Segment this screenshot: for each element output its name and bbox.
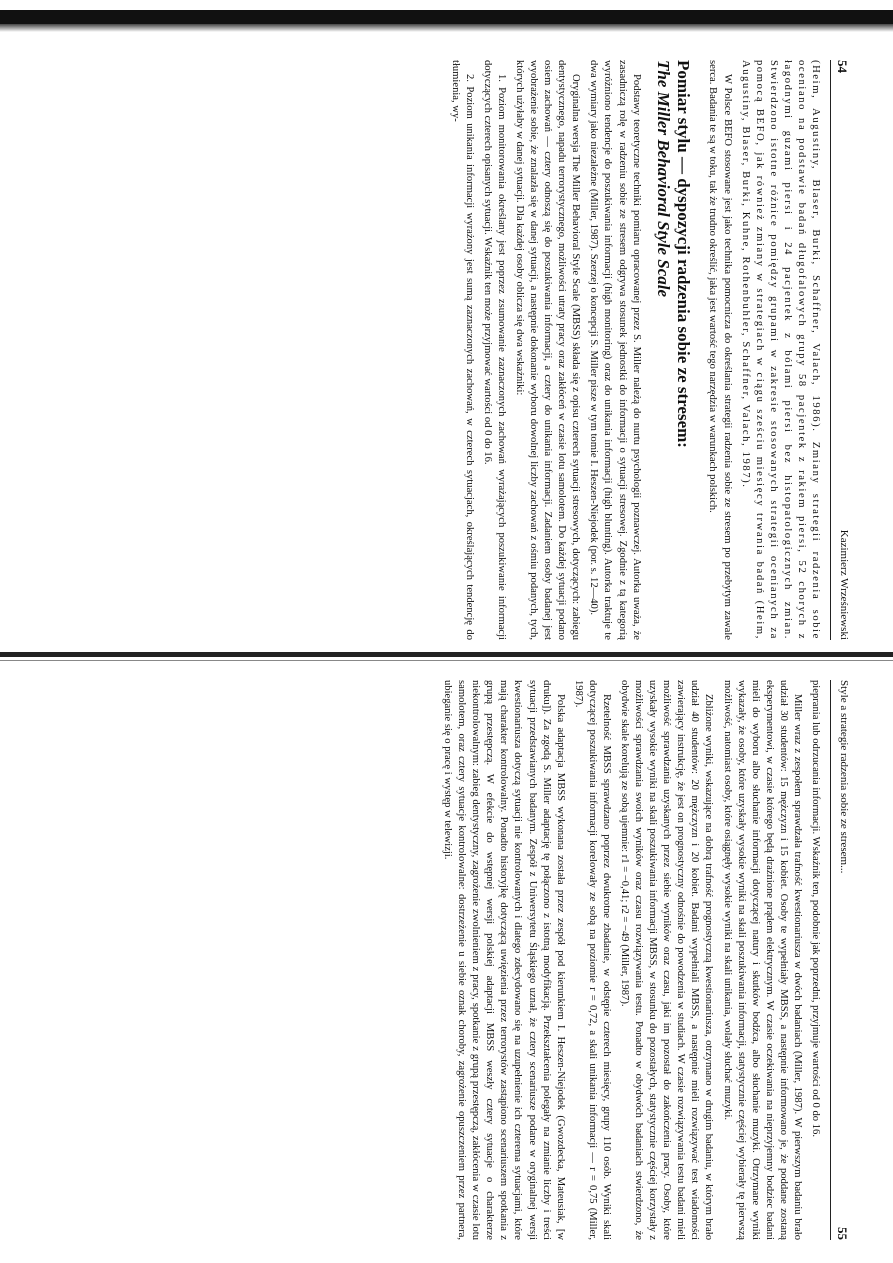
running-head-author: Kazimierz Wrześniewski [838, 529, 850, 640]
section-heading-subtitle: The Miller Behavioral Style Scale [653, 60, 673, 298]
scan-edge-top [0, 10, 893, 24]
paragraph: Zbliżone wyniki, wskazujące na dobrą trafność prognostyczną kwestionariusza, otrzymano w drugim badaniu, w którym brało udział 40 studentów: 20 mężczyzn i 20 kobiet. Badani wypełniali MBSS, a następnie mieli rozwiązywać test wiadomości zawierający instrukcję, że jest on prognostyczny odnośnie do powodzenia w studiach. W czasie rozwiązywania testu badani mieli możliwość sprawdzania uzyskanych przez siebie wyników oraz czasu, jaki im pozostał do zakończenia pracy. Osoby, które uzyskały wysokie wyniki na skali poszukiwania informacji MBSS, w stosunku do pozostałych, statystycznie częściej korzystały z możliwości sprawdzania swoich wyników oraz czasu rozwiązywania testu. Ponadto w obydwóch badaniach stwierdzono, że obydwie skale korelują ze sobą ujemnie: r1 = −0,41; r2 = −49 (Miller, 1987). [618, 680, 715, 1240]
section-heading-line: Pomiar stylu — dyspozycji radzenia sobie ze stresem: [674, 60, 694, 448]
running-head-title: Style a strategie radzenia sobie ze stresem... [838, 680, 850, 874]
scan-page-divider [0, 652, 893, 657]
paragraph: Miller wraz z zespołem sprawdzała trafność kwestionariusza w dwóch badaniach (Miller, 1987). W pierwszym badaniu brało udział 30 studentów: 15 mężczyzn i 15 kobiet. Osoby te wypełniały MBSS, a następnie informowano je, że poddane zostaną eksperymentowi, w czasie którego będą drażnione prądem elektrycznym. W czasie oczekiwania na nieprzyjemny bodziec badani mieli do wyboru albo słuchanie informacji dotyczącej natury i skutków bodźca, albo słuchanie muzyki. Otrzymane wyniki wykazały, że osoby, które uzyskały wysokie wyniki na skali poszukiwania informacji, statystycznie częściej wybierały tę pierwszą możliwość, natomiast osoby, które osiągnęły wysokie wyniki na skali unikania, wolały słuchać muzyki. [721, 680, 803, 1240]
paragraph: (Heim, Augustiny, Blaser, Burki, Schaffner, Valach, 1986). Zmiany strategii radzenia sobie oceniano na podstawie badań długofalowych grupy 58 pacjentek z rakiem piersi, 52 chorych z łagodnymi guzami piersi i 24 pacjentek z bólami piersi bez histopatologicznych zmian. Stwierdzono istotne różnice pomiędzy grupami w zakresie stosowanych strategii ocenianych za pomocą BEFO, jak również zmiany w strategiach w ciągu sześciu miesięcy trwania badań (Heim, Augustiny, Blaser, Burki, Kuhne, Rothenbuhler, Schaffner, Valach, 1987). [739, 60, 821, 640]
paragraph: Rzetelność MBSS sprawdzano poprzez dwukrotne zbadanie, w odstępie czterech miesięcy, grupy 110 osób. Wyniki skali dotyczącej poszukiwania informacji korelowały ze sobą na poziomie r = 0,72, a skali unikania informacji — r = 0,75 (Miller, 1987). [572, 680, 612, 1240]
paragraph: W Polsce BEFO stosowane jest jako technika pomocnicza do określania strategii radzenia sobie ze stresem po przebytym zawale serca. Badania te są w toku, tak że trudno określić, jaka jest wartość tego narzędzia w warunkach polskich. [707, 60, 733, 640]
section-heading [653, 60, 694, 640]
running-head [830, 60, 850, 640]
paragraph: 1. Poziom monitorowania określany jest poprzez zsumowanie zaznaczonych zachowań wyrażających poszukiwanie informacji dotyczących czterech opisanych sytuacji. Wskaźnik ten może przyjmować wartości od 0 do 16. [481, 60, 507, 640]
paragraph: Podstawy teoretyczne techniki pomiaru opracowanej przez S. Miller należą do nurtu psychologii poznawczej. Autorka uważa, że zasadniczą rolę w radzeniu sobie ze stresem odgrywa stosunek jednostki do informacji o sytuacji stresowej. Zgodnie z tą kategorią wyróżniono tendencje do poszukiwania informacji (high monitoring) oraz do unikania informacji (high blunting). Autorka traktuje te dwa wymiary jako niezależne (Miller, 1987). Szerzej o koncepcji S. Miller pisze w tym tomie I. Heszen-Niejodek (por. s. 12—40). [588, 60, 642, 640]
page-54 [20, 60, 850, 640]
paragraph: pieprania lub odrzucania informacji. Wskaźnik ten, podobnie jak poprzedni, przyjmuje wartości od 0 do 16. [810, 680, 821, 1137]
page-number: 55 [835, 1227, 850, 1240]
paragraph: 2. Poziom unikania informacji wyrażony jest sumą zaznaczonych zachowań, w czterech sytuacjach, określających tendencję do tłumienia, wy- [449, 60, 475, 640]
paragraph: Oryginalna wersja The Miller Behavioral Style Scale (MBSS) składa się z opisu czterech sytuacji stresowych, dotyczących: zabiegu dentystycznego, napadu terrorystycznego, możliwości utraty pracy oraz zakłóceń w czasie lotu samolotem. Do każdej sytuacji podano osiem zachowań — cztery odnoszą się do poszukiwania informacji, a cztery do unikania informacji. Zadaniem osoby badanej jest wyobrażenie sobie, że znalazła się w danej sytuacji, a następnie dokonanie wyboru dowolnej liczby zachowań z ośmiu podanych, tych, których użyłaby w danej sytuacji. Dla każdej osoby oblicza się dwa wskaźniki: [513, 60, 582, 640]
scan-page-divider-thin [0, 660, 893, 661]
paragraph: Polska adaptacja MBSS wykonana została przez zespół pod kierunkiem I. Heszen-Niejodek (Gwozdecka, Mateusiak, [w druku]). Za zgodą S. Miller adaptację tę połączono z istotną modyfikacją. Przekształcenia polegały na zmianie liczby i treści sytuacji przedstawianych badanym. Zespół z Uniwersytetu Śląskiego uznał, że cztery scenariusze podane w oryginalnej wersji kwestionariusza dotyczą sytuacji nie kontrolowanych i dlatego zdecydowano się na uzupełnienie ich czterema sytuacjami, które mają charakter kontrolowalny. Ponadto historyjkę dotyczącą uwięzienia przez terrorystów zastąpiono scenariuszem spotkania z grupą przestępczą. W efekcie do wstępnej wersji polskiej adaptacji MBSS weszły cztery sytuacje o charakterze niekontrolowalnym: zabieg dentystyczny, zagrożenie zwolnieniem z pracy, spotkanie z grupą przestępczą, zakłócenia w czasie lotu samolotem, oraz cztery sytuacje kontrolowalne: dostrzeżenie u siebie oznak choroby, zagrożenie opuszczeniem przez partnera, ubieganie się o pracę i występ w telewizji. [442, 680, 566, 1240]
page-number: 54 [835, 60, 850, 73]
scan-shadow-top [0, 24, 893, 32]
page-55 [50, 680, 850, 1240]
running-head [830, 680, 850, 1240]
